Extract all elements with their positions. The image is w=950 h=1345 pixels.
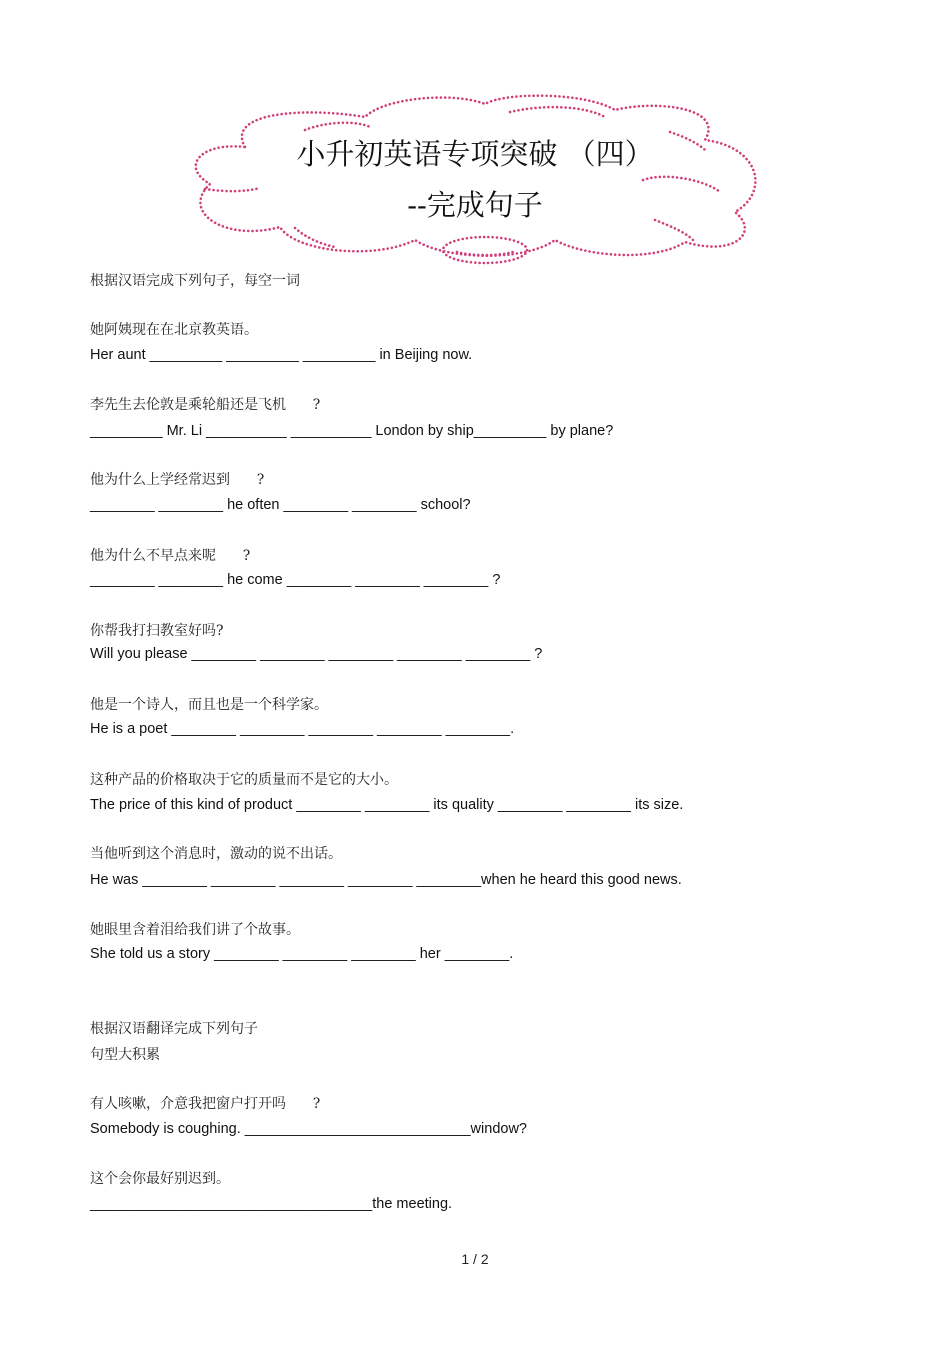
exercise-4-chinese: 他为什么不早点来呢 ? — [90, 548, 251, 564]
exercise-1-chinese: 她阿姨现在在北京教英语。 — [90, 322, 258, 338]
page-number: 1 / 2 — [461, 1251, 489, 1267]
exercise-3-english: ________ ________ he often ________ ________ school? — [90, 497, 471, 513]
section2-subtitle: 句型大积累 — [90, 1047, 160, 1063]
exercise-9-chinese: 她眼里含着泪给我们讲了个故事。 — [90, 922, 300, 938]
exercise-8-english: He was ________ ________ ________ ________ ________when he heard this good news. — [90, 872, 682, 888]
exercise-10-chinese: 有人咳嗽，介意我把窗户打开吗 ? — [90, 1096, 321, 1112]
exercise-11-english: ___________________________________the meeting. — [90, 1196, 453, 1212]
page-title: 小升初英语专项突破 （四） — [296, 137, 654, 171]
exercise-2-english: _________ Mr. Li __________ __________ London by ship_________ by plane? — [90, 423, 614, 439]
exercise-6-chinese: 他是一个诗人，而且也是一个科学家。 — [90, 697, 328, 713]
exercise-4-english: ________ ________ he come ________ ________ ________ ? — [90, 572, 501, 588]
exercise-9-english: She told us a story ________ ________ ________ her ________. — [90, 946, 514, 962]
exercise-5-chinese: 你帮我打扫教室好吗? — [90, 623, 224, 639]
cloud-title-frame — [185, 92, 765, 272]
exercise-1-english: Her aunt _________ _________ _________ in Beijing now. — [90, 347, 473, 363]
exercise-3-chinese: 他为什么上学经常迟到 ? — [90, 472, 265, 488]
exercise-6-english: He is a poet ________ ________ ________ ________ ________. — [90, 721, 515, 737]
exercise-11-chinese: 这个会你最好别迟到。 — [90, 1171, 230, 1187]
exercise-2-chinese: 李先生去伦敦是乘轮船还是飞机 ? — [90, 397, 321, 413]
exercise-7-chinese: 这种产品的价格取决于它的质量而不是它的大小。 — [90, 772, 398, 788]
exercise-10-english: Somebody is coughing. ____________________________window? — [90, 1121, 527, 1137]
section2-instruction: 根据汉语翻译完成下列句子 — [90, 1021, 258, 1037]
exercise-5-english: Will you please ________ ________ ________ ________ ________ ? — [90, 646, 543, 662]
exercise-7-english: The price of this kind of product ________ ________ its quality ________ ________ its size. — [90, 797, 684, 813]
exercise-8-chinese: 当他听到这个消息时，激动的说不出话。 — [90, 846, 342, 862]
section1-instruction: 根据汉语完成下列句子，每空一词 — [90, 273, 300, 289]
page-subtitle: --完成句子 — [407, 188, 543, 222]
